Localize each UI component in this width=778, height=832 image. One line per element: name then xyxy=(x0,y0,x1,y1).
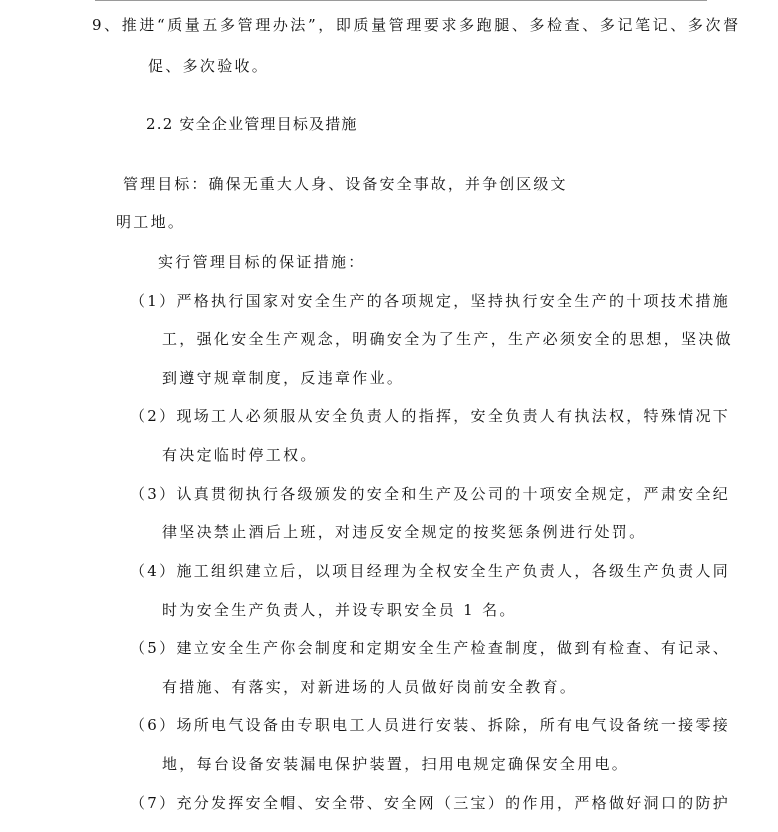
item-9-line-2: 促、多次验收。 xyxy=(148,57,270,75)
measure-4-line-2: 时为安全生产负责人，并设专职安全员 1 名。 xyxy=(162,601,517,619)
measures-intro: 实行管理目标的保证措施： xyxy=(158,253,366,271)
measure-6-line-2: 地，每台设备安装漏电保护装置，扫用电规定确保安全用电。 xyxy=(162,755,630,773)
measure-5-line-1: （5）建立安全生产你会制度和定期安全生产检查制度，做到有检查、有记录、 xyxy=(130,639,731,657)
measure-2-line-1: （2）现场工人必须服从安全负责人的指挥，安全负责人有执法权，特殊情况下 xyxy=(130,407,731,425)
measure-1-line-1: （1）严格执行国家对安全生产的各项规定，坚持执行安全生产的十项技术措施 xyxy=(130,292,731,310)
measure-6-line-1: （6）场所电气设备由专职电工人员进行安装、拆除，所有电气设备统一接零接 xyxy=(130,716,731,734)
item-9-line-1: 9、推进“质量五多管理办法”，即质量管理要求多跑腿、多检查、多记笔记、多次督 xyxy=(92,16,741,34)
measure-1-line-2: 工，强化安全生产观念，明确安全为了生产，生产必须安全的思想，坚决做 xyxy=(162,330,733,348)
page-top-rule xyxy=(95,0,707,1)
measure-4-line-1: （4）施工组织建立后，以项目经理为全权安全生产负责人，各级生产负责人同 xyxy=(130,562,731,580)
measure-1-line-3: 到遵守规章制度，反违章作业。 xyxy=(162,369,405,387)
measure-2-line-2: 有决定临时停工权。 xyxy=(162,446,318,464)
measure-7-line-1: （7）充分发挥安全帽、安全带、安全网（三宝）的作用，严格做好洞口的防护 xyxy=(130,794,731,812)
measure-3-line-2: 律坚决禁止酒后上班，对违反安全规定的按奖惩条例进行处罚。 xyxy=(162,523,647,541)
management-goal-line-1: 管理目标：确保无重大人身、设备安全事故，并争创区级文 xyxy=(123,175,568,193)
management-goal-line-2: 明工地。 xyxy=(116,213,186,231)
measure-3-line-1: （3）认真贯彻执行各级颁发的安全和生产及公司的十项安全规定，严肃安全纪 xyxy=(130,485,731,503)
measure-5-line-2: 有措施、有落实，对新进场的人员做好岗前安全教育。 xyxy=(162,678,578,696)
section-heading: 2.2 安全企业管理目标及措施 xyxy=(146,115,358,133)
